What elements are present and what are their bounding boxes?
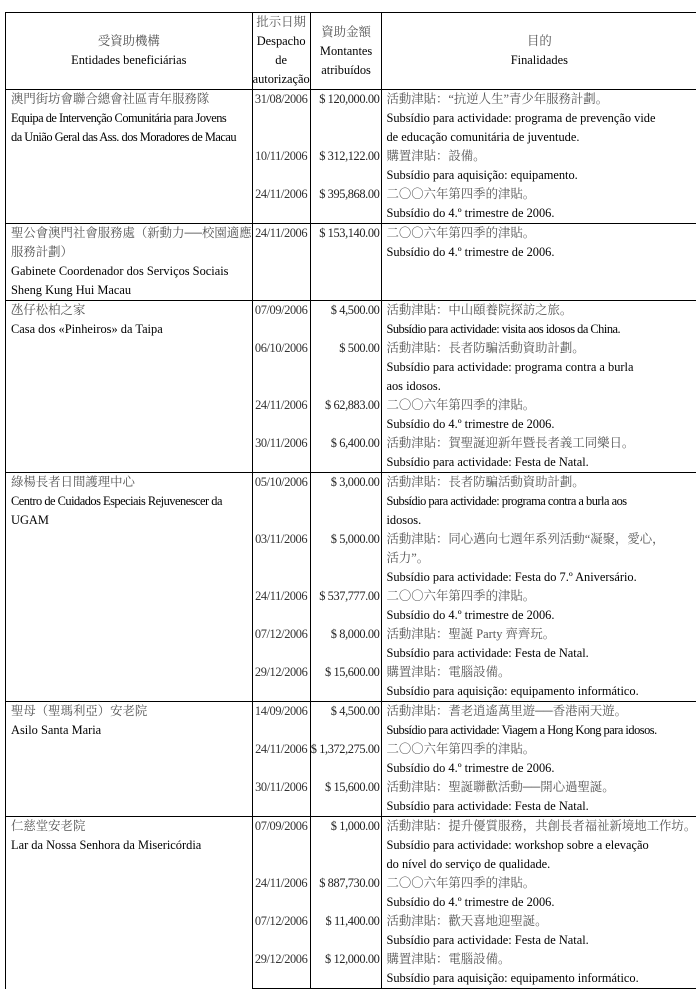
amount-cell — [310, 778, 382, 817]
amount: $ 11,400.00 — [325, 914, 380, 928]
authorization-date: 30/11/2006 — [255, 436, 308, 450]
amount-cell — [310, 339, 382, 396]
date-cell — [252, 702, 310, 741]
header-row — [6, 13, 696, 90]
amount-cell — [310, 185, 382, 224]
org-name-line: 仁慈堂安老院 — [11, 819, 86, 833]
authorization-date: 29/12/2006 — [254, 952, 308, 966]
purpose-line: 二〇〇六年第四季的津貼。 — [386, 187, 536, 201]
date-cell — [252, 224, 310, 301]
org-name-line: Asilo Santa Maria — [11, 723, 102, 737]
org-name-line: 澳門街坊會聯合總會社區青年服務隊 — [11, 92, 210, 106]
purpose-cell — [382, 912, 696, 950]
purpose-line: 活動津貼：“抗逆人生”青少年服務計劃。 — [386, 92, 609, 106]
purpose-cell — [382, 702, 696, 741]
amount: $ 8,000.00 — [330, 627, 380, 641]
purpose-line: Subsídio para actividade: Festa de Natal. — [386, 799, 589, 813]
org-name-line: 聖母（聖瑪利亞）安老院 — [11, 704, 148, 718]
purpose-line: 購置津貼：電腦設備。 — [386, 665, 511, 679]
date-cell — [252, 396, 310, 434]
purpose-line: 二〇〇六年第四季的津貼。 — [386, 876, 536, 890]
purpose-line: Subsídio para actividade: Festa do 7.º Aniversário. — [386, 570, 637, 584]
purpose-line: do nível do serviço de qualidade. — [386, 857, 551, 871]
org-name-line: 氹仔松柏之家 — [11, 303, 86, 317]
subsidies-table — [5, 12, 696, 989]
date-cell — [252, 817, 310, 875]
amount-cell — [310, 434, 382, 473]
org-cell — [6, 224, 253, 301]
purpose-line: 活力”。 — [386, 551, 430, 565]
amount-cell — [310, 147, 382, 185]
org-name-line: Sheng Kung Hui Macau — [11, 283, 132, 297]
purpose-line: 活動津貼：長者防騙活動資助計劃。 — [386, 475, 585, 489]
purpose-line: Subsídio para aquisição: equipamento informático. — [386, 971, 639, 985]
purpose-line: Subsídio para actividade: Viagem a Hong Kong para idosos. — [386, 723, 657, 737]
purpose-line: Subsídio para actividade: programa contra a burla — [386, 360, 634, 374]
date-cell — [252, 778, 310, 817]
purpose-line: 活動津貼：歡天喜地迎聖誕。 — [386, 914, 548, 928]
date-cell — [252, 301, 310, 340]
amount: $ 15,600.00 — [324, 665, 380, 679]
authorization-date: 03/11/2006 — [255, 532, 308, 546]
purpose-line: de educação comunitária de juventude. — [386, 130, 580, 144]
purpose-line: Subsídio para aquisição: equipamento. — [386, 168, 578, 182]
amount-cell — [310, 396, 382, 434]
org-name-line: Centro de Cuidados Especiais Rejuvenescer da — [11, 494, 222, 508]
org-cell — [6, 473, 253, 702]
date-cell — [252, 587, 310, 625]
amount-cell — [310, 740, 382, 778]
org-name-line: Lar da Nossa Senhora da Misericórdia — [11, 838, 202, 852]
date-cell — [252, 874, 310, 912]
purpose-cell — [382, 817, 696, 875]
amount: $ 887,730.00 — [319, 876, 380, 890]
purpose-line: 購置津貼：電腦設備。 — [386, 952, 511, 966]
date-cell — [252, 912, 310, 950]
purpose-line: 活動津貼：長者防騙活動資助計劃。 — [386, 341, 585, 355]
authorization-date: 10/11/2006 — [255, 149, 308, 163]
table-row — [6, 702, 696, 741]
header-org-pt: Entidades beneficiárias — [71, 53, 187, 67]
header-purpose — [382, 13, 696, 90]
table-row — [6, 473, 696, 531]
authorization-date: 30/11/2006 — [255, 780, 308, 794]
amount: $ 3,000.00 — [330, 475, 380, 489]
authorization-date: 05/10/2006 — [254, 475, 308, 489]
org-name-line: 聖公會澳門社會服務處（新動力──校園適應 — [11, 226, 252, 240]
purpose-line: 二〇〇六年第四季的津貼。 — [386, 742, 536, 756]
purpose-line — [386, 281, 696, 300]
amount: $ 537,777.00 — [319, 589, 380, 603]
date-cell — [252, 147, 310, 185]
authorization-date: 07/09/2006 — [254, 819, 308, 833]
org-name-line: 綠楊長者日間護理中心 — [11, 475, 135, 489]
header-amount-pt2: atribuídos — [321, 62, 371, 77]
header-amount — [310, 13, 382, 90]
header-date-pt1: Despacho de — [256, 34, 306, 67]
amount-cell — [310, 224, 382, 301]
date-cell — [252, 185, 310, 224]
amount-cell — [310, 90, 382, 148]
purpose-cell — [382, 90, 696, 148]
amount: $ 153,140.00 — [319, 226, 380, 240]
amount-cell — [310, 625, 382, 663]
purpose-cell — [382, 874, 696, 912]
purpose-cell — [382, 663, 696, 702]
org-name-line: Gabinete Coordenador dos Serviços Sociais — [11, 264, 229, 278]
date-cell — [252, 625, 310, 663]
amount: $ 395,868.00 — [319, 187, 380, 201]
purpose-cell — [382, 625, 696, 663]
purpose-line: 活動津貼：耆老逍遙萬里遊──香港兩天遊。 — [386, 704, 628, 718]
purpose-line: 二〇〇六年第四季的津貼。 — [386, 398, 536, 412]
purpose-line: aos idosos. — [386, 379, 441, 393]
date-cell — [252, 339, 310, 396]
amount: $ 1,372,275.00 — [310, 742, 380, 756]
amount: $ 15,600.00 — [324, 780, 380, 794]
date-cell — [252, 530, 310, 587]
purpose-cell — [382, 778, 696, 817]
date-cell — [252, 663, 310, 702]
purpose-cell — [382, 587, 696, 625]
purpose-line: Subsídio do 4.º trimestre de 2006. — [386, 206, 555, 220]
authorization-date: 24/11/2006 — [255, 226, 308, 240]
authorization-date: 07/12/2006 — [254, 627, 308, 641]
amount-cell — [310, 912, 382, 950]
amount-cell — [310, 817, 382, 875]
purpose-line: Subsídio para actividade: Festa de Natal. — [386, 455, 589, 469]
table-row — [6, 301, 696, 340]
purpose-cell — [382, 147, 696, 185]
purpose-line: Subsídio do 4.º trimestre de 2006. — [386, 608, 555, 622]
header-date-pt2: autorização — [252, 72, 310, 86]
amount-cell — [310, 702, 382, 741]
amount: $ 120,000.00 — [319, 92, 380, 106]
header-amount-pt1: Montantes — [319, 43, 373, 58]
purpose-line: Subsídio para actividade: programa de prevenção vide — [386, 111, 656, 125]
authorization-date: 29/12/2006 — [254, 665, 308, 679]
org-cell — [6, 90, 253, 224]
amount: $ 4,500.00 — [330, 303, 380, 317]
header-date-zh: 批示日期 — [256, 15, 306, 29]
purpose-line: 二〇〇六年第四季的津貼。 — [386, 589, 536, 603]
purpose-cell — [382, 339, 696, 396]
org-name-line: da União Geral das Ass. dos Moradores de Macau — [11, 130, 237, 144]
date-cell — [252, 473, 310, 531]
purpose-line: Subsídio do 4.º trimestre de 2006. — [386, 761, 555, 775]
amount-cell — [310, 301, 382, 340]
purpose-line — [386, 262, 696, 281]
amount-cell — [310, 950, 382, 989]
authorization-date: 31/08/2006 — [254, 92, 308, 106]
amount: $ 312,122.00 — [319, 149, 380, 163]
amount-cell — [310, 530, 382, 587]
purpose-line: Subsídio do 4.º trimestre de 2006. — [386, 245, 555, 259]
amount-cell — [310, 587, 382, 625]
purpose-cell — [382, 434, 696, 473]
purpose-line: 活動津貼：賀聖誕迎新年暨長者義工同樂日。 — [386, 436, 635, 450]
org-name-line: Casa dos «Pinheiros» da Taipa — [11, 322, 163, 336]
authorization-date: 24/11/2006 — [255, 398, 308, 412]
purpose-line: 活動津貼：同心邁向七週年系列活動“凝聚，愛心， — [386, 532, 665, 546]
amount-cell — [310, 663, 382, 702]
org-cell — [6, 301, 253, 473]
authorization-date: 24/11/2006 — [255, 187, 308, 201]
authorization-date: 06/10/2006 — [254, 341, 308, 355]
purpose-line: Subsídio do 4.º trimestre de 2006. — [386, 417, 555, 431]
date-cell — [252, 90, 310, 148]
purpose-line: Subsídio para actividade: visita aos idosos da China. — [386, 322, 621, 336]
authorization-date: 24/11/2006 — [255, 742, 308, 756]
table-row — [6, 224, 696, 301]
amount: $ 4,500.00 — [330, 704, 380, 718]
date-cell — [252, 434, 310, 473]
purpose-cell — [382, 950, 696, 989]
date-cell — [252, 740, 310, 778]
purpose-line: Subsídio para actividade: workshop sobre a elevação — [386, 838, 649, 852]
org-cell — [6, 817, 253, 989]
amount-cell — [310, 473, 382, 531]
header-amount-zh: 資助金額 — [321, 24, 371, 39]
purpose-line: Subsídio para actividade: Festa de Natal. — [386, 933, 589, 947]
org-cell — [6, 702, 253, 817]
purpose-line: 活動津貼：聖誕聯歡活動──開心過聖誕。 — [386, 780, 615, 794]
purpose-line: 活動津貼：聖誕 Party 齊齊玩。 — [386, 627, 556, 641]
org-name-line: Equipa de Intervenção Comunitária para Jovens — [11, 111, 227, 125]
purpose-line: 二〇〇六年第四季的津貼。 — [386, 226, 536, 240]
header-purpose-zh: 目的 — [526, 34, 552, 48]
authorization-date: 24/11/2006 — [255, 876, 308, 890]
purpose-line: Subsídio do 4.º trimestre de 2006. — [386, 895, 555, 909]
purpose-cell — [382, 396, 696, 434]
org-name-line: 服務計劃） — [11, 245, 73, 259]
amount: $ 1,000.00 — [330, 819, 380, 833]
purpose-line: Subsídio para aquisição: equipamento informático. — [386, 684, 639, 698]
header-org-zh: 受資助機構 — [97, 34, 160, 48]
authorization-date: 07/09/2006 — [254, 303, 308, 317]
org-name-line: UGAM — [11, 513, 49, 527]
amount: $ 6,400.00 — [330, 436, 380, 450]
table-row — [6, 817, 696, 875]
amount: $ 62,883.00 — [324, 398, 380, 412]
authorization-date: 14/09/2006 — [254, 704, 308, 718]
amount-cell — [310, 874, 382, 912]
purpose-line: Subsídio para actividade: Festa de Natal. — [386, 646, 589, 660]
header-org — [6, 13, 253, 90]
amount: $ 500.00 — [339, 341, 380, 355]
amount: $ 12,000.00 — [324, 952, 380, 966]
purpose-line: Subsídio para actividade: programa contra a burla aos — [386, 494, 627, 508]
header-date — [252, 13, 310, 90]
date-cell — [252, 950, 310, 989]
purpose-cell — [382, 301, 696, 340]
authorization-date: 07/12/2006 — [254, 914, 308, 928]
purpose-line: idosos. — [386, 513, 422, 527]
purpose-cell — [382, 530, 696, 587]
purpose-cell — [382, 473, 696, 531]
purpose-line: 活動津貼：提升優質服務，共創長者福祉新境地工作坊。 — [386, 819, 696, 833]
purpose-cell — [382, 224, 696, 301]
header-purpose-pt: Finalidades — [510, 53, 568, 67]
purpose-line: 購置津貼：設備。 — [386, 149, 486, 163]
purpose-cell — [382, 185, 696, 224]
authorization-date: 24/11/2006 — [255, 589, 308, 603]
purpose-cell — [382, 740, 696, 778]
amount: $ 5,000.00 — [330, 532, 380, 546]
purpose-line: 活動津貼：中山頤養院探訪之旅。 — [386, 303, 573, 317]
table-row — [6, 90, 696, 148]
